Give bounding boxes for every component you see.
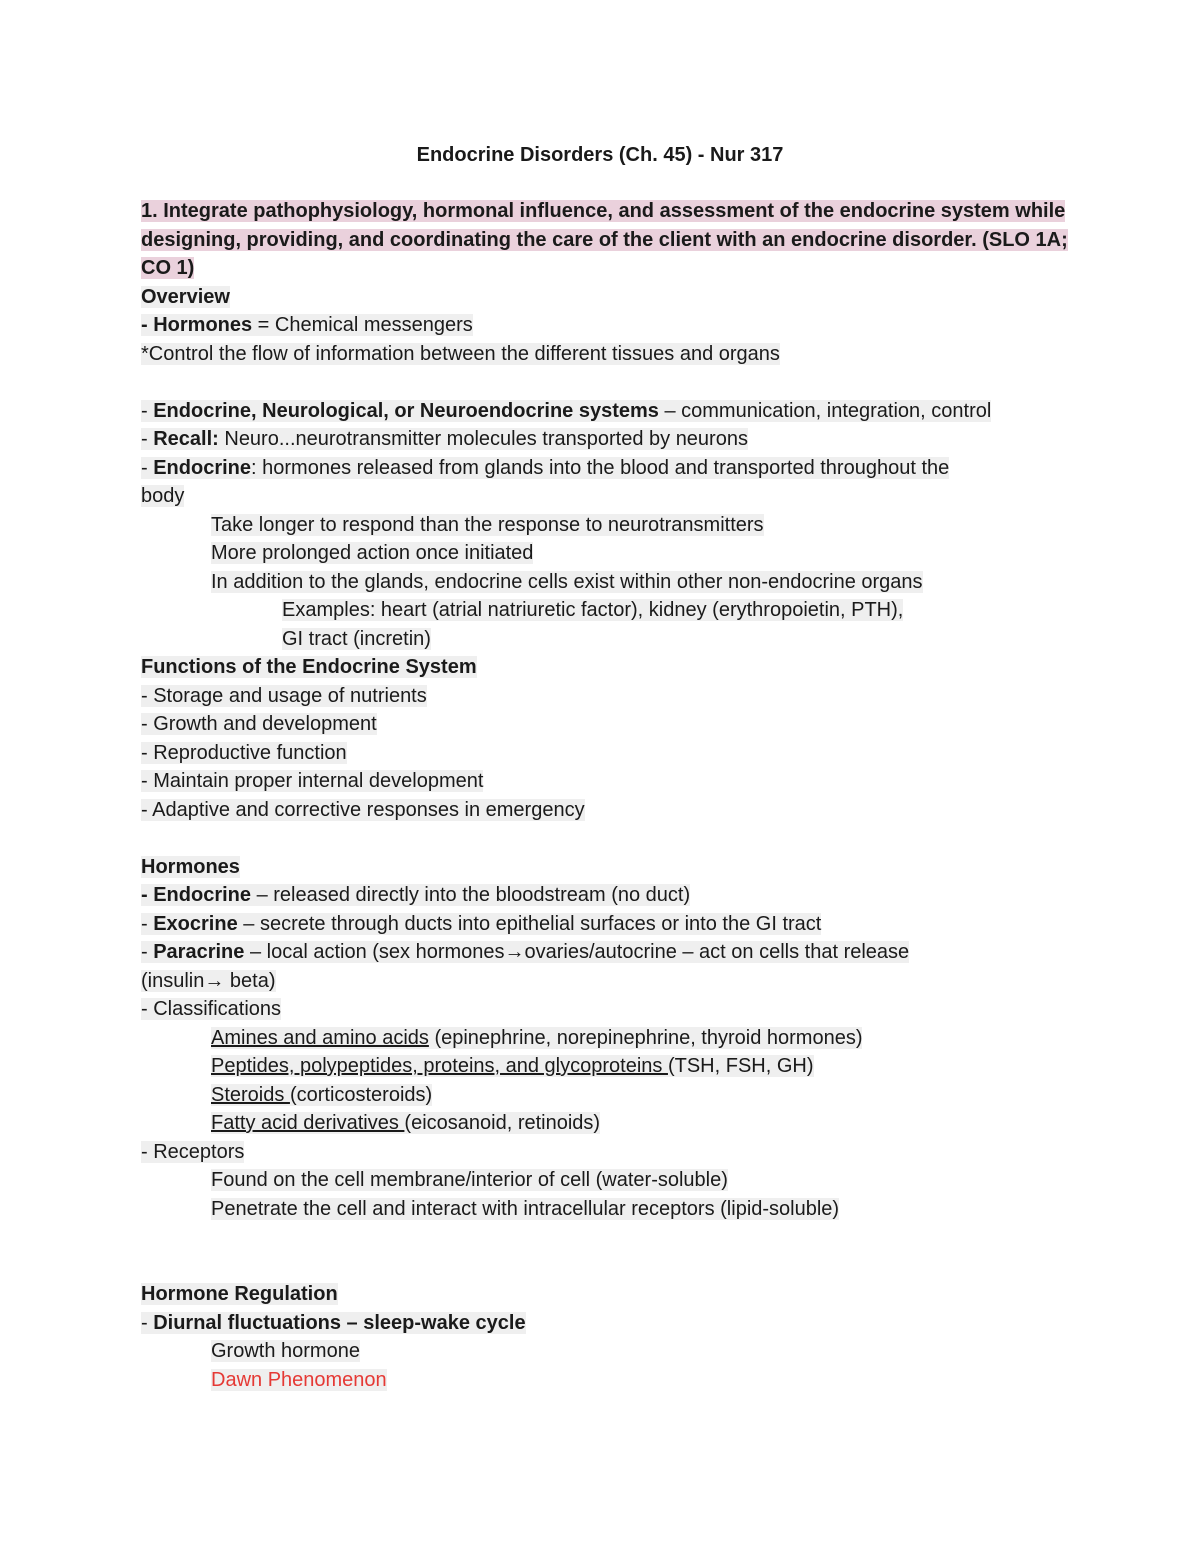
overview-control-note: *Control the flow of information between the different tissues and organs	[141, 342, 780, 365]
overview-sub-item: In addition to the glands, endocrine cells exist within other non-endocrine organs	[211, 570, 923, 593]
spacer	[141, 824, 1101, 853]
document-title-text: Endocrine Disorders (Ch. 45) - Nur 317	[416, 144, 784, 166]
overview-systems-line: - Endocrine, Neurological, or Neuroendocrine systems – communication, integration, control	[141, 399, 992, 422]
regulation-item: Growth hormone	[211, 1340, 360, 1362]
functions-item: - Adaptive and corrective responses in emergency	[141, 798, 585, 821]
hormones-receptors-label: - Receptors	[141, 1140, 245, 1163]
overview-sub-item: More prolonged action once initiated	[211, 542, 534, 564]
overview-endocrine-line: - Endocrine: hormones released from glands into the blood and transported throughout the	[141, 456, 950, 479]
receptor-item: Penetrate the cell and interact with intracellular receptors (lipid-soluble)	[211, 1197, 840, 1220]
receptor-item: Found on the cell membrane/interior of cell (water-soluble)	[211, 1169, 728, 1191]
functions-item: - Growth and development	[141, 713, 377, 735]
overview-recall-line: - Recall: Neuro...neurotransmitter molecules transported by neurons	[141, 428, 748, 450]
regulation-diurnal-line: - Diurnal fluctuations – sleep-wake cycle	[141, 1311, 526, 1334]
classification-item: Fatty acid derivatives (eicosanoid, retinoids)	[211, 1112, 601, 1134]
overview-hormones-line: - Hormones = Chemical messengers	[141, 314, 473, 336]
functions-heading: Functions of the Endocrine System	[141, 656, 477, 678]
overview-example-line: Examples: heart (atrial natriuretic factor), kidney (erythropoietin, PTH),	[282, 599, 904, 621]
hormones-classifications-label: - Classifications	[141, 998, 282, 1020]
hormones-heading: Hormones	[141, 855, 240, 878]
functions-item: - Reproductive function	[141, 741, 347, 764]
regulation-heading: Hormone Regulation	[141, 1283, 338, 1305]
overview-heading: Overview	[141, 285, 230, 308]
overview-example-line-2: GI tract (incretin)	[282, 627, 431, 650]
regulation-item-dawn-phenomenon: Dawn Phenomenon	[211, 1368, 387, 1391]
hormones-endocrine-line: - Endocrine – released directly into the bloodstream (no duct)	[141, 884, 691, 906]
hormones-exocrine-line: - Exocrine – secrete through ducts into epithelial surfaces or into the GI tract	[141, 912, 822, 935]
overview-sub-item: Take longer to respond than the response to neurotransmitters	[211, 513, 764, 536]
objective-text: 1. Integrate pathophysiology, hormonal influence, and assessment of the endocrine system while designing, providing, and coordinating the care of the client with an endocrine disorder. (SLO 1A; CO 1)	[141, 200, 1068, 279]
classification-item: Steroids (corticosteroids)	[211, 1083, 433, 1106]
document-title	[0, 141, 1200, 169]
functions-item: - Storage and usage of nutrients	[141, 684, 427, 707]
functions-item: - Maintain proper internal development	[141, 770, 484, 792]
hormones-paracrine-line-2: (insulin→ beta)	[141, 969, 276, 992]
objective-paragraph	[141, 197, 1101, 283]
overview-endocrine-line-2: body	[141, 485, 185, 507]
hormones-paracrine-line: - Paracrine – local action (sex hormones→ovaries/autocrine – act on cells that release	[141, 941, 910, 963]
spacer	[141, 368, 1101, 397]
spacer	[141, 1223, 1101, 1280]
classification-item: Peptides, polypeptides, proteins, and glycoproteins (TSH, FSH, GH)	[211, 1055, 814, 1077]
document-body	[141, 197, 1101, 1394]
classification-item: Amines and amino acids (epinephrine, norepinephrine, thyroid hormones)	[211, 1026, 863, 1049]
